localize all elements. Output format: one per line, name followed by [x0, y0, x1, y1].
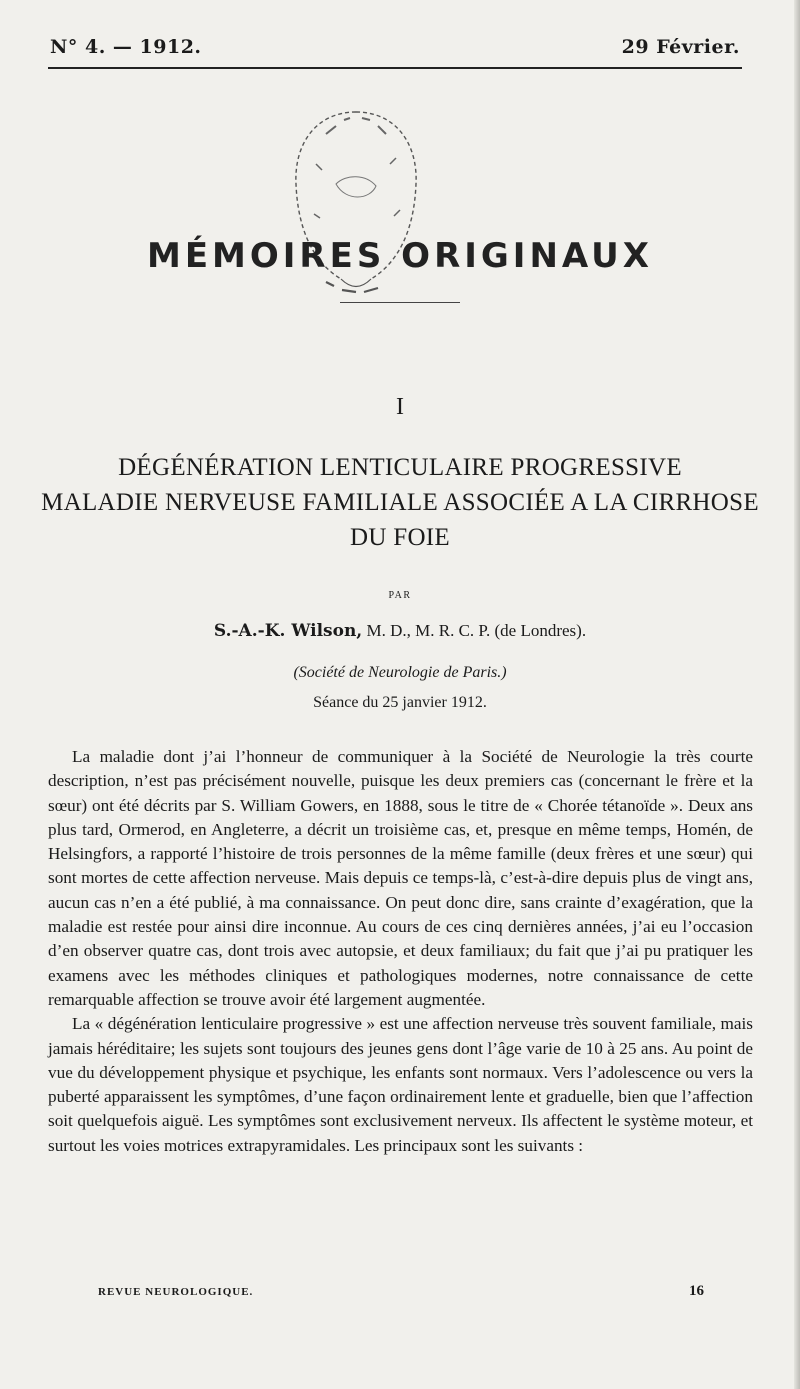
- header-rule: [48, 67, 742, 69]
- author-name: S.-A.-K. Wilson,: [213, 621, 363, 641]
- author-line: [0, 621, 800, 641]
- title-line: DÉGÉNÉRATION LENTICULAIRE PROGRESSIVE: [118, 454, 682, 481]
- page-number: 16: [689, 1283, 704, 1299]
- society-name: (Société de Neurologie de Paris.): [293, 664, 507, 681]
- section-heading: MÉMOIRES ORIGINAUX: [146, 236, 653, 276]
- article-number: I: [396, 394, 404, 420]
- issue-date: 29 Février.: [621, 36, 740, 58]
- title-line: MALADIE NERVEUSE FAMILIALE ASSOCIÉE A LA CIRRHOSE: [41, 489, 759, 516]
- title-line: DU FOIE: [349, 524, 450, 551]
- heading-rule: [340, 302, 460, 303]
- issue-number: N° 4. — 1912.: [50, 36, 202, 58]
- page-footer: [98, 1283, 704, 1300]
- journal-name: REVUE NEUROLOGIQUE.: [98, 1286, 254, 1298]
- running-header: [50, 36, 740, 58]
- article-body: [48, 745, 753, 1158]
- session-date: Séance du 25 janvier 1912.: [313, 694, 487, 711]
- author-credentials: M. D., M. R. C. P. (de Londres).: [362, 621, 587, 640]
- article-title: [40, 450, 760, 555]
- byline-par: PAR: [388, 590, 412, 601]
- body-paragraph: La maladie dont j’ai l’honneur de communiquer à la Société de Neurologie la très courte description, n’est pas précisément nouvelle, puisque les deux premiers cas (concernant le frère et la sœur) ont été décrits par S. William Gowers, en 1888, sous le titre de « Chorée tétanoïde ». Deux ans plus tard, Ormerod, en Angleterre, a décrit un troisième cas, et, presque en même temps, Homén, de Helsingfors, a rapporté l’histoire de trois personnes de la même famille (deux frères et une sœur) qui sont mortes de cette affection nerveuse. Mais depuis ce temps-là, c’est-à-dire depuis plus de vingt ans, aucun cas n’en a été publié, à ma connaissance. On peut donc dire, sans crainte d’exagération, que la maladie est restée pour ainsi dire inconnue. Au cours de ces cinq dernières années, j’ai eu l’occasion d’en observer quatre cas, dont trois avec autopsie, et deux familiaux; du fait que j’ai pu pratiquer les examens avec les méthodes cliniques et pathologiques modernes, notre connaissance de cette remarquable affection se trouve avoir été largement augmentée.: [48, 747, 753, 1009]
- body-paragraph: La « dégénération lenticulaire progressive » est une affection nerveuse très souvent familiale, mais jamais héréditaire; les sujets sont toujours des jeunes gens dont l’âge varie de 10 à 25 ans. Au point de vue du développement physique et psychique, les enfants sont normaux. Vers l’adolescence ou vers la puberté apparaissent les symptômes, d’une façon ordinairement lente et graduelle, bien que l’affection soit quelquefois aiguë. Les symptômes sont exclusivement nerveux. Ils affectent le système moteur, et surtout les voies motrices extrapyramidales. Les principaux sont les suivants :: [48, 1014, 753, 1155]
